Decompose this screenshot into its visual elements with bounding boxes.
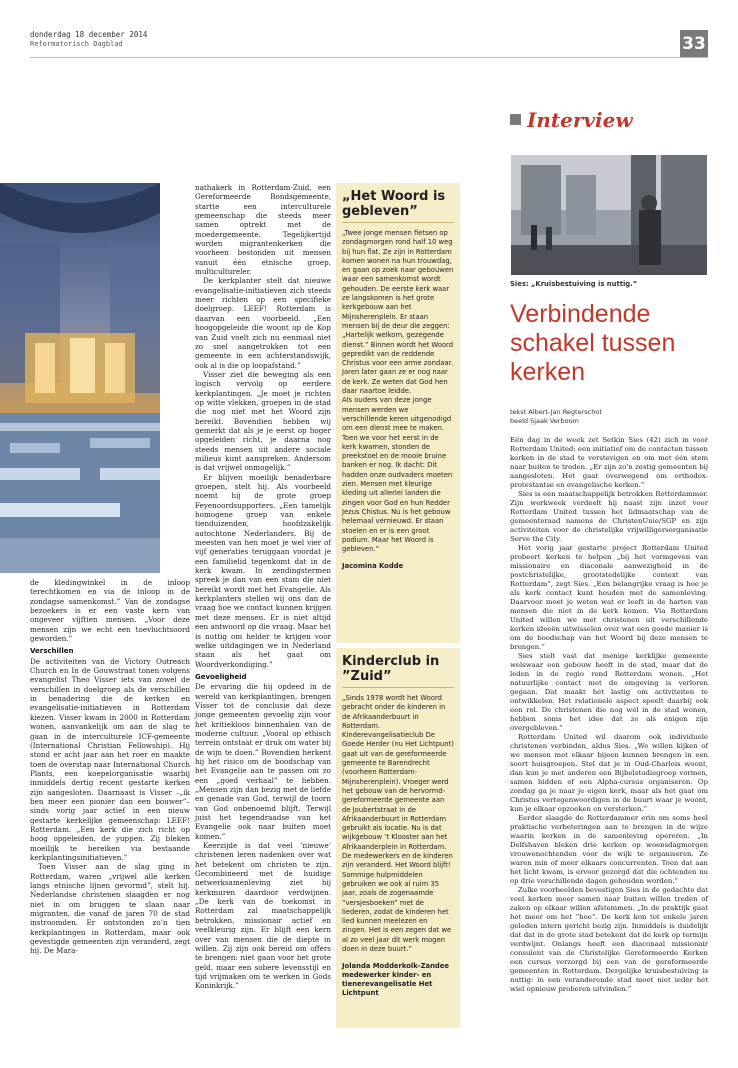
box-text: „Twee jonge mensen fietsen op zondagmorgen rond half 10 weg bij hun flat. Ze zijn in Rotterdam komen wonen na hun trouwdag, en gaan op zoek naar gebouwen waar een samenkomst wordt gehouden. De eerste kerk waar ze langskomen is het grote kerkgebouw aan het Mijnsherenplein. Er staan mensen bij de deur die zeggen: „Hartelijk welkom, gezegende dienst.” Binnen wordt het Woord gepredikt van de reddende Christus voor een arme zondaar. Jaren later gaan ze er nog naar de kerk. Ze weten dat God hen daar naartoe leidde. [342,229,454,396]
subheading-gevoeligheid: Gevoeligheid [195,672,247,681]
paragraph: nathakerk in Rotterdam-Zuid, een Gereformeerde Bondsgemeente, startte een interculturele gemeenschap die steeds meer samen optrekt met de moedergemeente. Tegelijkertijd worden migrantenkerken die voorheen bestonden uit mensen vanuit één etnische groep, multicultureler. [195,183,331,277]
paragraph: Het vorig jaar gestarte project Rotterdam United probeert kerken te helpen „bij het vormgeven van missionaire en diaconale aanwezigheid in de postchristelijke, grootstedelijke context van Rotterdam”, zegt Sies. „Een belangrijke vraag is hoe je als kerk contact kunt houden met de samenleving. Daarvoor moet je weten wat er leeft in de harten van mensen die niet in de kerk komen. Via Rotterdam United willen we met christenen uit verschillende kerken ideeën uitwisselen over wat een goede manier is om de boodschap van het Woord bij deze mensen te brengen.” [510,544,708,651]
box-author-name: Jolanda Modderkolk-Zandee [342,962,450,971]
column-4 [510,436,708,994]
page-number: 33 [680,30,708,58]
paragraph: Rotterdam United wil daarom ook individuele christenen verbinden, aldus Sies. „We willen kijken of we mensen met elkaar bijeen kunnen brengen in een soort huisgroepen. Stel dat je in Oud-Charlois woont, dan kun je met anderen een Bijbelstudiegroep vormen, samen bidden of een Alpha-cursus organiseren. Op zondag ga je naar je eigen kerk, maar als het gaat om Christus vertegenwoordigen in de buurt waar je woont, kun je elkaar opzoeken en versterken.” [510,733,708,813]
box-author-role: medewerker kinder- en tienerevangelisatie Het Lichtpunt [342,971,433,998]
paragraph: Er blijven moeilijk benaderbare groepen, stelt hij. Als voorbeeld noemt hij de grote groep Feyenoordsupporters. „Een tamelijk homogene groep van enkele tienduizenden, hoofdzakelijk autochtone Nederlanders. Bij de meesten van hen moet je wel vier of vijf generaties teruggaan voordat je een familielid tegenkomt dat in de kerk kwam. In zendingstermen spreek je dan van een stam die niet bereikt wordt met het Evangelie. Als kerkplanters stellen wij ons dan de vraag hoe we contact kunnen krijgen met deze mensen. Er is niet altijd een antwoord op die vraag. Maar het is nuttig om helder te krijgen voor welke uitdagingen we in Nederland staan als het gaat om Woordverkondiging.” [195,472,331,669]
subheading-verschillen: Verschillen [30,647,74,656]
paragraph: Visser ziet die beweging als een logisch vervolg op eerdere kerkplantingen. „Je moet je richten op witte vlekken, groepen in de stad die nog niet met het Woord zijn bereikt. Bovendien hebben wij gemerkt dat als je je eerst op hoger opgeleiden richt, je daarna nog steeds mensen uit andere sociale milieus kunt aanspreken. Andersom is dat vrijwel onmogelijk.” [195,369,331,473]
byline [510,408,602,426]
portrait-photo [511,155,707,275]
paragraph: Sies is een maatschappelijk betrokken Rotterdammer. Zijn werkweek verdeelt hij naast zijn inzet voor Rotterdam United tussen het lidmaatschap van de gemeenteraad namens de ChristenUnie/SGP en zijn activiteiten voor de christelijke vrijwilligersorganisatie Serve the City. [510,490,708,543]
header-rule [30,57,708,58]
paragraph: Sies stelt vast dat menige kerklijke gemeente welswaar een gebouw heeft in de stad, maar dat de leden in de regio rond Rotterdam wonen. „Het natuurlijke contact met de omgeving is verloren gegaan. Dat maakt het lastig om activiteiten te ontwikkelen. Het relationele aspect speelt daarbij ook een rol. De christenen die nog wél in de stad wonen, hebben soms het idee dat ze als enigen zijn overgebleven.” [510,652,708,732]
sidebar-box-het-woord [336,183,460,643]
section-square-icon [510,114,521,125]
article-headline: Verbindende schakel tussen kerken [510,300,676,386]
box-text: Als ouders van deze jonge mensen werden we verschillende keren uitgenodigd om een dienst mee te maken. Toen we voor het eerst in de kerk kwamen, stonden de preekstoel en de mooie bruine banken er nog. Ik dacht: Dit hadden onze oudvaders moeten zien. Mensen met kleurige kleding uit allerlei landen die zingen voor God en hun Redder Jezus Chistus. Nu is het gebouw helemaal vernieuwd. Er staan stoelen en er is een groot podium. Maar het Woord is gebleven.” [342,396,453,554]
box-text: De medewerkers en de kinderen zijn veranderd. Het Woord blijft! Sommige hulpmiddelen gebruiken we ook al ruim 35 jaar, zoals de zogenaamde ”versjesboeken” met de liederen, zodat de kinderen het lied kunnen meelezen en zingen. Het is een zegen dat we al zo veel jaar dit werk mogen doen in deze buurt.” [342,852,453,954]
column-2 [195,183,331,991]
box-rule [342,222,454,223]
box-rule [342,687,454,688]
box-title: „Het Woord is gebleven” [342,189,446,219]
church-interior-photo [0,183,160,573]
paragraph: De activiteiten van de Victory Outreach Church en In de Gouwstraat tonen volgens evangelist Theo Visser iets van zowel de verschillen in doelgroep als de verschillen in benadering die de kerken en evangelisatie-initiatieven in Rotterdam kiezen. Visser kwam in 2000 in Rotterdam wonen, aanvankelijk om aan de slag te gaan in de interculturele ICF-gemeente (International Christian Fellowship). Hij stond er acht jaar aan het roer en maakte toen de overstap naar International Church Plants, een koepelorganisatie waarbij inmiddels dertig recent gestarte kerken zijn aangesloten. Daarnaast is Visser –„ik ben meer een pionier dan een bouwer”– sinds vorig jaar actief in een nieuw gestarte kerkelijke gemeenschap: LEEF! Rotterdam. „Een kerk die zich richt op hoog opgeleiden, de yuppen. Zij bleken moeilijk te bereiken via bestaande kerkplantingsinitiatieven.” [30,656,190,862]
paragraph: Zulke voorbeelden bevestigen Sies in de gedachte dat veel kerken meer samen naar buiten willen treden of zaken op elkaar willen afstemmen. „In de praktijk gaat het meer om het ”hoe”. De kerk kon tot enkele jaren geleden intern gericht bezig zijn. Inmiddels is duidelijk dat dat in de grote stad betekent dat de kerk op termijn verdwijnt. Onlangs heeft een diaconaal missionair consulent van de Christelijke Gereformeerde Kerken een cursus verzorgd bij een van de gereformeerde gemeenten in Rotterdam. Dergelijke kruisbestuiving is nuttig: in een veranderende stad moet niet ieder het wiel opnieuw proberen uitvinden.” [510,886,708,993]
newspaper-name: Reformatorisch Dagblad [30,40,123,48]
box-title: Kinderclub in ”Zuid” [342,654,440,684]
paragraph: De kerkplanter stelt dat nieuwe evangelisatie-initiatieven zich steeds meer richten op een specifieke doelgroep. LEEF! Rotterdam is daarvan een voorbeeld. „Een hoogopgeleide die woont op de Kop van Zuid voelt zich nu eenmaal niet zo snel aangetrokken tot een gemeente in een achterstandswijk, ook al is die op loopafstand.” [195,276,331,370]
box-author [342,962,454,998]
box-text: „Sinds 1978 wordt het Woord gebracht onder de kinderen in de Afrikaanderbuurt in Rotterdam. Kinderevangelisatieclub De Goede Herder (nu Het Lichtpunt) gaat uit van de gereformeerde gemeente te Barendrecht (voorheen Rotterdam-Mijnsherenplein). Vroeger werd het gebouw van de hervormd-gereformeerde gemeente aan de Joubertstraat in de Afrikaanderbuurt in Rotterdam gebruikt als locatie. Nu is dat wijkgebouw ’t Klooster aan het Afrikaanderplein in Rotterdam. [342,694,454,851]
byline-text: tekst Albert-Jan Regterschot [510,408,602,416]
sidebar-box-kinderclub [336,648,460,1028]
issue-date: donderdag 18 december 2014 [30,30,148,39]
paragraph: De ervaring die hij opdeed in de wereld van kerkplantingen, brengen Visser tot de conclusie dat deze jonge gemeenten gevoelig zijn voor het kritiekloos binnenhalen van de moderne cultuur. „Vooral op ethisch terrein ontstaat er druk om water bij de wijn te doen.” Bovendien herkent hij het risico om de boodschap van het Evangelie aan te passen om zo een „goed verhaal” te hebben. „Mensen zijn dan bezig met de liefde en genade van God, terwijl de toorn van God onbenoemd blijft. Terwijl juist het tegendraadse van het Evangelie ook naar buiten moet komen.” [195,682,331,841]
paragraph: Eerder slaagde de Rotterdammer erin om soms heel praktische verbeteringen aan te brengen in de wijze waarin kerken in de samenleving opereren. „In Delfshaven bleken drie kerken op woensdagmorgen vrouwenochtenden voor de wijk te organiseren. Ze waren min of meer elkaars concurrenten. Toen dat aan het licht kwam, is ervoor gezorgd dat die ochtenden nu op drie verschillende dagen gehouden worden.” [510,814,708,885]
section-label-text: Interview [527,108,633,132]
paragraph: Eén dag in de week zet Setkin Sies (42) zich in voor Rotterdam United: een initiatief om de contacten tussen kerken in de stad te verstevigen en om met één stem naar buiten te treden. „Er zijn zo’n zestig gemeenten bij aangesloten. Het gaat overwegend om orthodox-protestantse en evangelische kerken.” [510,436,708,489]
paragraph: Toen Visser aan de slag ging in Rotterdam, waren „vrijwel alle kerken langs etnische lijnen gevormd”, stelt hij. Nederlandse christenen slaagden er nog niet in om bruggen te slaan naar migranten, die vanaf de jaren 70 de stad instroomden. Er ontstonden zo’n tien kerkplantingen in Rotterdam, maar ook gevestigde gemeenten zijn veranderd, zegt hij. De Mara- [30,862,190,956]
section-label [510,108,633,132]
street-scene-illustration [511,155,707,275]
paragraph: Keerzijde is dat veel ’nieuwe’ christenen leren nadenken over wat het betekent om christen te zijn. Gecombineerd met de huidige netwerksamenleving ziet hij kerkmuren daardoor verdwijnen. „De kerk van de toekomst in Rotterdam zal maatschappelijk betrokken, missionair actief en veelkleurig zijn. Er blijft een kern over van mensen die de diepte in willen. Zij zijn ook bereid om offers te brengen: niet gaan voor het grote geld, maar een sobere levensstijl en tijd vrijmaken om te werken in Gods Koninkrijk.” [195,841,331,991]
photo-caption: Sies: „Kruisbestuiving is nuttig.” [510,280,638,288]
box-author: Jacomina Kodde [342,562,404,571]
column-1 [30,578,190,956]
paragraph: de kledingwinkel in de inloop terechtkomen en via de inloop in de zondagse samenkomst.” Van de zondagse bezoekers is er een vaste kern van ongeveer vijftien mensen. „Voor deze mensen zijn we echt een toevluchtsoord geworden.” [30,578,190,644]
church-interior-illustration [0,183,160,573]
byline-photo: beeld Sjaak Verboom [510,417,579,425]
